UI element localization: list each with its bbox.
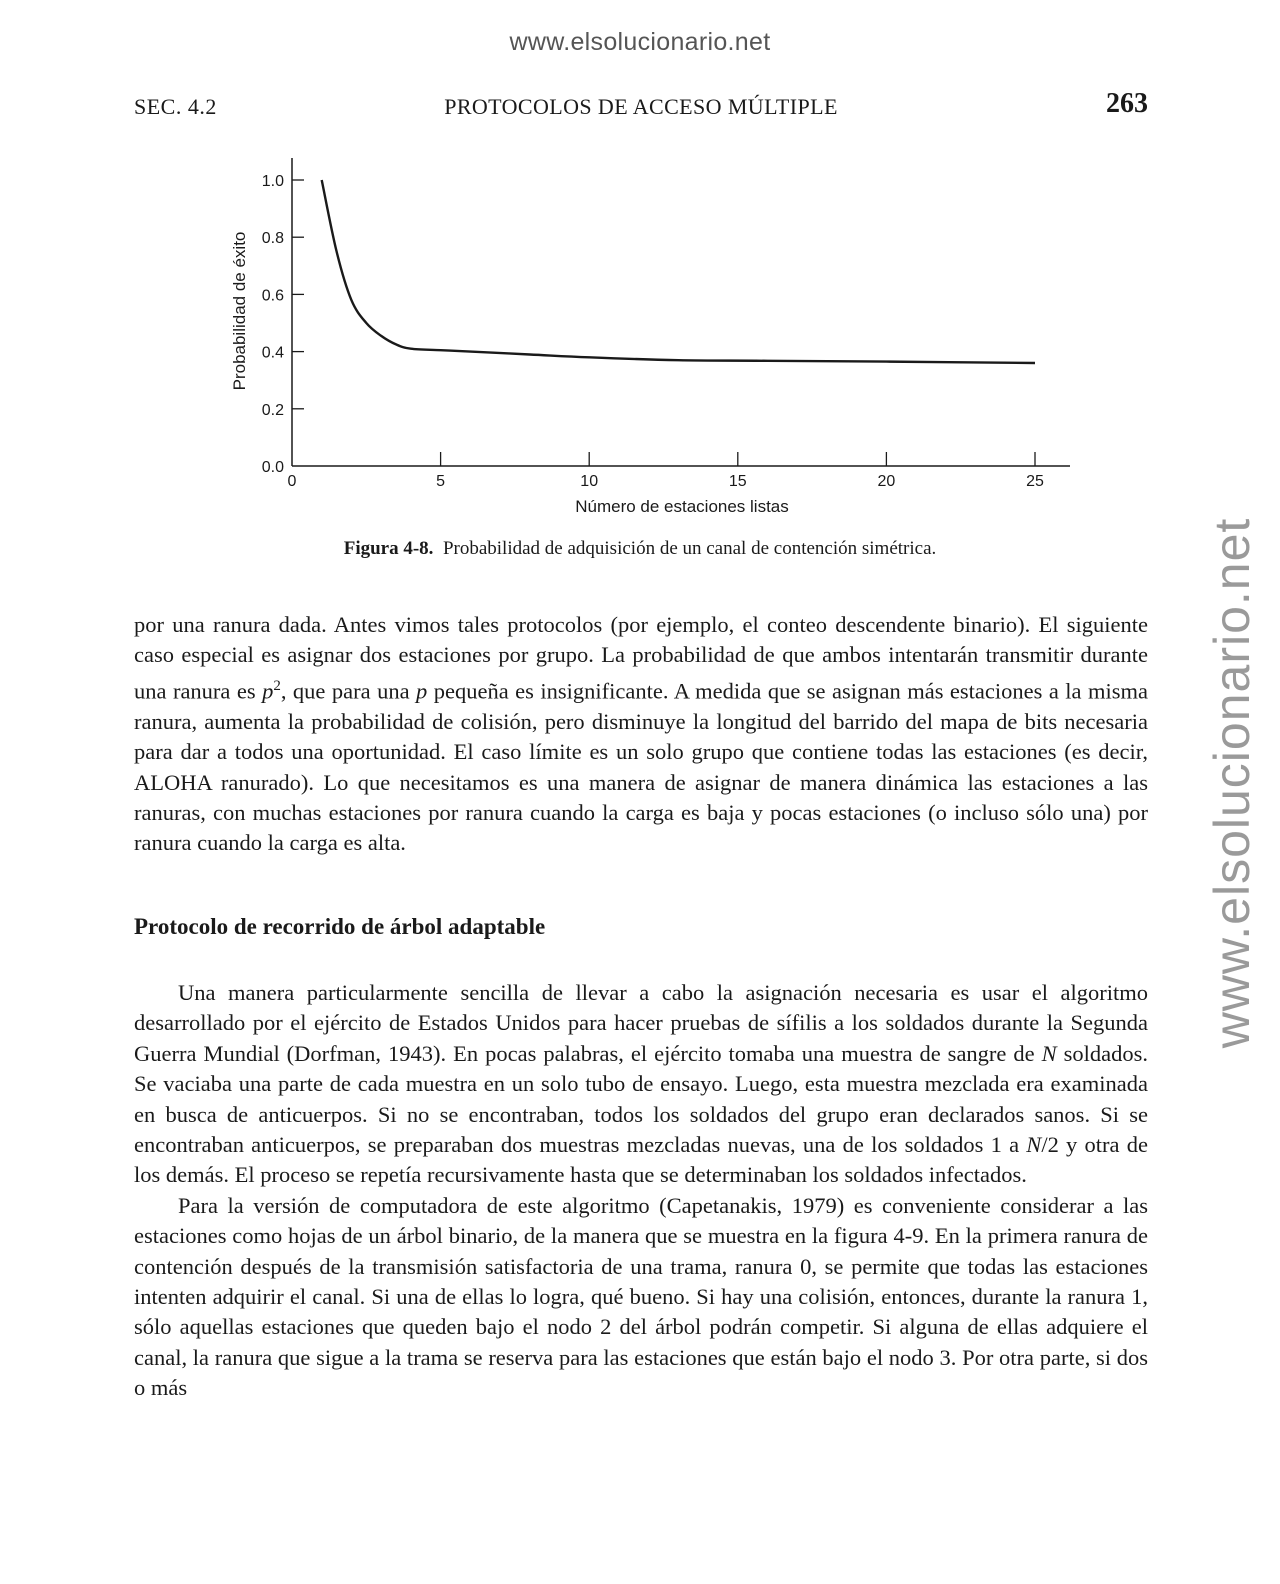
chart-ticks [262,173,1044,490]
y-tick-label: 0.2 [261,401,284,419]
x-tick-label: 5 [436,473,446,490]
series-line [322,180,1035,363]
y-tick-label: 0.4 [261,344,284,362]
x-tick-label: 25 [1026,473,1044,490]
watermark-url-side: www.elsolucionario.net [1204,517,1260,1049]
chart-plot [322,180,1035,363]
figure-label: Figura 4-8. [343,538,434,559]
x-tick-label: 0 [287,473,297,490]
paragraph-continuation [134,610,1148,859]
y-tick-label: 1.0 [261,173,284,190]
paragraph-1: por una ranura dada. Antes vimos tales protocolos (por ejemplo, el conteo descendente binario). El siguiente caso especial es asignar dos estaciones por grupo. La probabilidad de que ambos intentarán transmitir durante una ranura es $p^2$, que para una p pequeña es insignificante. A medida que se asignan más estaciones a la misma ranura, aumenta la probabilidad de colisión, pero disminuye la longitud del barrido del mapa de bits necesaria para dar a todos una oportunidad. El caso límite es un solo grupo que contiene todas las estaciones (es decir, ALOHA ranurado). Lo que necesitamos es una manera de asignar de manera dinámica las estaciones a las ranuras, con muchas estaciones por ranura cuando la carga es baja y pocas estaciones (o incluso sólo una) por ranura cuando la carga es alta. [134,612,1148,856]
section-body [134,978,1148,1404]
figure-caption-text: Probabilidad de adquisición de un canal de contención simétrica. [442,538,937,559]
y-tick-label: 0.8 [261,230,284,248]
page-number: 263 [1106,88,1148,119]
section-number: SEC. 4.2 [134,94,217,119]
y-axis-label: Probabilidad de éxito [230,231,249,391]
watermark-url-top: www.elsolucionario.net [509,28,771,56]
x-tick-label: 20 [877,473,896,490]
paragraph-2: Una manera particularmente sencilla de llevar a cabo la asignación necesaria es usar el algoritmo desarrollado por el ejército de Estados Unidos para hacer pruebas de sífilis a los soldados durante la Segunda Guerra Mundial (Dorfman, 1943). En pocas palabras, el ejército tomaba una muestra de sangre de N soldados. Se vaciaba una parte de cada muestra en un solo tubo de ensayo. Luego, esta muestra mezclada era examinada en busca de anticuerpos. Si no se encontraban, todos los soldados del grupo eran declarados sanos. Si se encontraban anticuerpos, se preparaban dos muestras mezcladas nuevas, una de los soldados 1 a N/2 y otra de los demás. El proceso se repetía recursivamente hasta que se determinaban los soldados infectados. [134,980,1149,1188]
y-tick-label: 0.6 [261,287,284,305]
chapter-title: PROTOCOLOS DE ACCESO MÚLTIPLE [444,94,838,119]
chart-axes [292,158,1070,466]
x-tick-label: 15 [728,473,747,490]
x-tick-label: 10 [580,473,599,490]
running-head [134,88,1148,128]
y-tick-label: 0.0 [261,459,284,476]
x-axis-label: Número de estaciones listas [575,497,789,516]
section-heading: Protocolo de recorrido de árbol adaptable [134,914,546,939]
paragraph-3: Para la versión de computadora de este algoritmo (Capetanakis, 1979) es conveniente considerar a las estaciones como hojas de un árbol binario, de la manera que se muestra en la figura 4-9. En la primera ranura de contención después de la transmisión satisfactoria de una trama, ranura 0, se permite que todas las estaciones intenten adquirir el canal. Si una de ellas lo logra, qué bueno. Si hay una colisión, entonces, durante la ranura 1, sólo aquellas estaciones que queden bajo el nodo 2 del árbol podrán competir. Si alguna de ellas adquiere el canal, la ranura que sigue a la trama se reserva para las estaciones que están bajo el nodo 3. Por otra parte, si dos o más [134,1192,1148,1401]
figure-caption [0,538,1280,560]
success-probability-chart [200,148,1100,528]
